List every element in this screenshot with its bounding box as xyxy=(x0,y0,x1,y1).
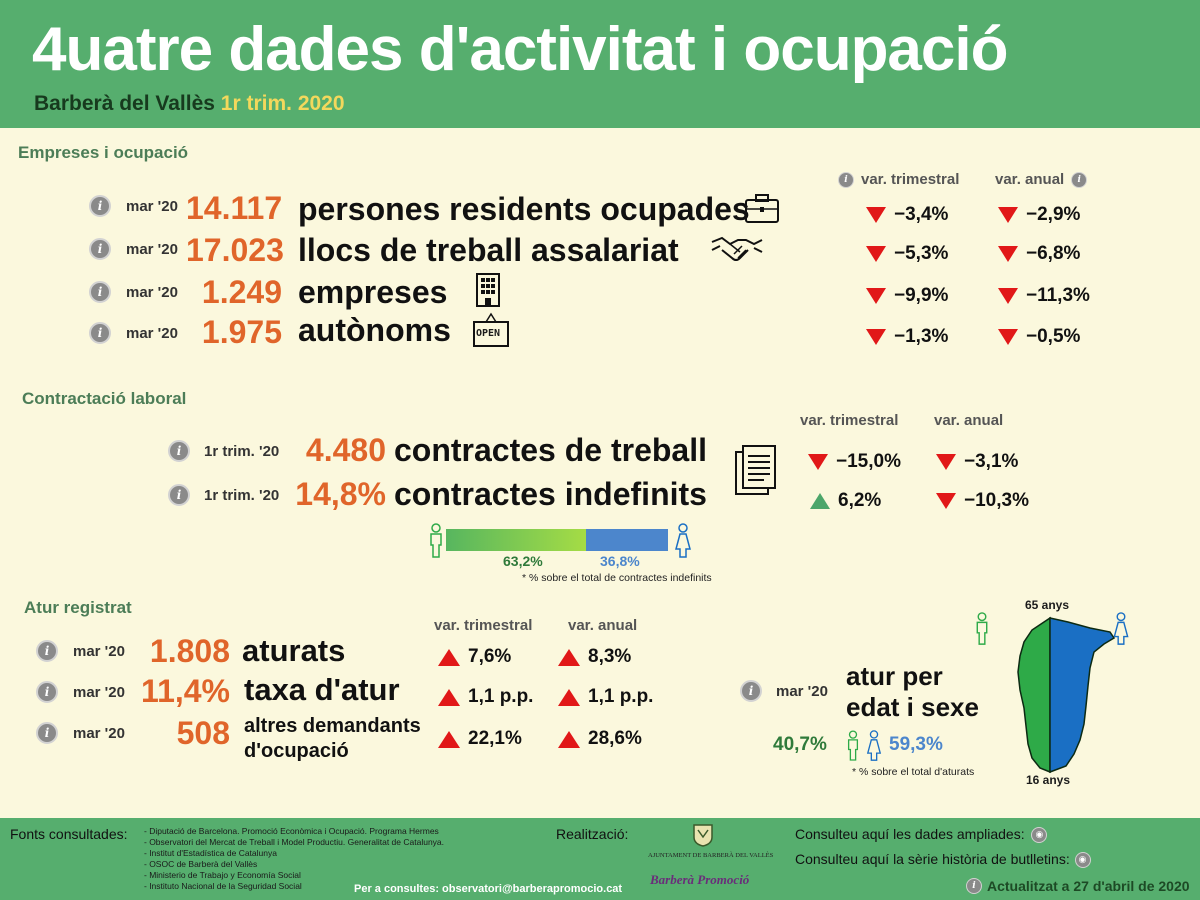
row-date: mar '20 xyxy=(126,241,178,258)
metric-label: contractes indefinits xyxy=(394,476,707,512)
updated-note xyxy=(966,878,1190,894)
var-annual xyxy=(936,490,1029,512)
metric-value: 14.117 xyxy=(186,190,283,226)
info-icon[interactable]: i xyxy=(838,172,854,188)
briefcase-icon xyxy=(744,192,780,229)
extended-data-link[interactable] xyxy=(795,826,1047,843)
male-icon xyxy=(974,612,990,651)
metric-value: 11,4% xyxy=(141,673,230,709)
var-quarterly xyxy=(866,243,948,265)
info-icon[interactable]: i xyxy=(89,322,111,344)
age-sex-pyramid xyxy=(1010,616,1120,781)
pyramid-title-line: edat i sexe xyxy=(846,692,979,722)
up-arrow-icon xyxy=(558,689,580,706)
var-annual-value: 8,3% xyxy=(588,646,632,667)
male-icon xyxy=(428,523,444,564)
source-item: - OSOC de Barberà del Vallès xyxy=(144,859,258,869)
down-arrow-icon xyxy=(936,454,956,470)
sources-label: Fonts consultades: xyxy=(10,826,128,842)
var-annual-value: −11,3% xyxy=(1026,285,1090,306)
row-date: mar '20 xyxy=(73,684,125,701)
down-arrow-icon xyxy=(998,246,1018,262)
info-icon[interactable]: i xyxy=(168,484,190,506)
metric-label: llocs de treball assalariat xyxy=(298,232,679,268)
down-arrow-icon xyxy=(866,329,886,345)
var-annual-value: −0,5% xyxy=(1026,326,1081,347)
var-quarterly-value: −5,3% xyxy=(894,243,949,264)
up-arrow-icon xyxy=(438,731,460,748)
var-annual-value: −2,9% xyxy=(1026,204,1081,225)
source-item: - Instituto Nacional de la Seguridad Social xyxy=(144,881,302,891)
metric-label: contractes de treball xyxy=(394,432,707,468)
var-annual-value: −10,3% xyxy=(964,490,1029,511)
var-annual-value: −3,1% xyxy=(964,451,1019,472)
eye-icon[interactable]: ◉ xyxy=(1031,827,1047,843)
var-quarterly xyxy=(810,490,881,512)
open-sign-text: OPEN xyxy=(476,328,501,339)
metric-value: 17.023 xyxy=(186,232,284,268)
var-annual xyxy=(998,204,1080,226)
contact-email[interactable]: Per a consultes: observatori@barberapromocio.cat xyxy=(354,883,623,895)
metric-label: autònoms xyxy=(298,312,451,348)
metric-value: 1.249 xyxy=(201,274,282,310)
period-label: 1r trim. 2020 xyxy=(220,92,345,115)
metric-label: empreses xyxy=(298,274,448,310)
metric-label-line: d'ocupació xyxy=(244,740,349,762)
column-header-annual xyxy=(995,171,1087,188)
var-annual xyxy=(998,285,1090,307)
up-arrow-icon xyxy=(810,493,830,509)
metric-value: 1.975 xyxy=(201,314,282,350)
column-header-quarterly xyxy=(838,171,959,188)
column-header-quarterly: var. trimestral xyxy=(800,412,899,429)
var-annual xyxy=(998,243,1080,265)
var-quarterly-value: −3,4% xyxy=(894,204,949,225)
down-arrow-icon xyxy=(866,288,886,304)
source-item: - Observatori del Mercat de Treball i Model Productiu. Generalitat de Catalunya. xyxy=(144,837,445,847)
var-annual-value: 28,6% xyxy=(588,728,642,749)
info-icon[interactable]: i xyxy=(1071,172,1087,188)
var-quarterly xyxy=(866,326,948,348)
gender-bar xyxy=(446,529,668,551)
column-header-annual-label: var. anual xyxy=(995,171,1065,188)
female-icon xyxy=(866,730,882,767)
var-annual xyxy=(558,686,653,708)
realitzacio-label: Realització: xyxy=(556,826,629,842)
pyramid-date: mar '20 xyxy=(776,683,828,700)
down-arrow-icon xyxy=(998,288,1018,304)
page-title: 4uatre dades d'activitat i ocupació xyxy=(32,15,1008,84)
pyramid-men-percentage: 40,7% xyxy=(773,734,827,755)
open-sign-icon xyxy=(472,312,510,348)
info-icon[interactable]: i xyxy=(89,238,111,260)
info-icon[interactable]: i xyxy=(168,440,190,462)
row-date: mar '20 xyxy=(126,325,178,342)
column-header-annual: var. anual xyxy=(568,617,638,634)
section-title-empreses: Empreses i ocupació xyxy=(18,143,189,162)
promocio-logo: Barberà Promoció xyxy=(650,872,750,887)
down-arrow-icon xyxy=(936,493,956,509)
source-item: - Diputació de Barcelona. Promoció Econòmica i Ocupació. Programa Hermes xyxy=(144,826,439,836)
pyramid-title-line: atur per xyxy=(846,661,943,691)
pyramid-women-area xyxy=(1050,618,1114,772)
column-header-annual: var. anual xyxy=(934,412,1004,429)
ajuntament-name: AJUNTAMENT DE BARBERÀ DEL VALLÈS xyxy=(648,852,774,859)
row-date: 1r trim. '20 xyxy=(204,487,280,504)
pyramid-bottom-label: 16 anys xyxy=(1026,773,1071,787)
bulletin-history-link[interactable] xyxy=(795,851,1091,868)
female-icon xyxy=(674,523,692,564)
info-icon[interactable]: i xyxy=(740,680,762,702)
metric-value: 1.808 xyxy=(149,633,230,669)
info-icon[interactable]: i xyxy=(36,722,58,744)
gender-bar-note: * % sobre el total de contractes indefinits xyxy=(522,572,712,584)
up-arrow-icon xyxy=(558,649,580,666)
eye-icon[interactable]: ◉ xyxy=(1075,852,1091,868)
page-subtitle xyxy=(34,92,345,116)
pyramid-men-area xyxy=(1018,618,1050,772)
var-annual-value: −6,8% xyxy=(1026,243,1081,264)
var-quarterly xyxy=(866,285,948,307)
var-quarterly xyxy=(438,686,533,708)
down-arrow-icon xyxy=(998,329,1018,345)
info-icon[interactable]: i xyxy=(36,681,58,703)
source-item: - Institut d'Estadística de Catalunya xyxy=(144,848,277,858)
down-arrow-icon xyxy=(866,207,886,223)
pyramid-top-label: 65 anys xyxy=(1025,598,1070,612)
metric-label: aturats xyxy=(242,633,346,668)
bulletin-history-label: Consulteu aquí la sèrie història de butlletins: xyxy=(795,851,1070,867)
info-icon[interactable]: i xyxy=(966,878,982,894)
gender-bar-women xyxy=(586,529,668,551)
down-arrow-icon xyxy=(808,454,828,470)
up-arrow-icon xyxy=(558,731,580,748)
ajuntament-logo-icon xyxy=(692,823,714,852)
male-icon xyxy=(846,730,860,767)
metric-value: 508 xyxy=(176,715,230,751)
up-arrow-icon xyxy=(438,689,460,706)
info-icon[interactable]: i xyxy=(89,195,111,217)
column-header-quarterly-label: var. trimestral xyxy=(861,171,960,188)
metric-value: 14,8% xyxy=(295,476,386,512)
source-item: - Ministerio de Trabajo y Economía Social xyxy=(144,870,301,880)
row-date: mar '20 xyxy=(73,643,125,660)
handshake-icon xyxy=(710,232,764,271)
row-date: mar '20 xyxy=(73,725,125,742)
metric-value: 4.480 xyxy=(305,432,386,468)
var-quarterly-value: 6,2% xyxy=(838,490,882,511)
metric-label-line: altres demandants xyxy=(244,715,421,737)
var-annual xyxy=(558,728,642,750)
up-arrow-icon xyxy=(438,649,460,666)
metric-label: taxa d'atur xyxy=(244,672,400,707)
info-icon[interactable]: i xyxy=(36,640,58,662)
section-title-contractacio: Contractació laboral xyxy=(22,389,187,408)
row-date: 1r trim. '20 xyxy=(204,443,280,460)
pyramid-note: * % sobre el total d'aturats xyxy=(852,766,975,778)
men-percentage: 63,2% xyxy=(503,553,543,569)
updated-date: Actualitzat a 27 d'abril de 2020 xyxy=(987,878,1190,894)
var-annual-value: 1,1 p.p. xyxy=(588,686,654,707)
var-quarterly-value: −1,3% xyxy=(894,326,949,347)
var-quarterly xyxy=(808,451,901,473)
metric-label: persones residents ocupades xyxy=(298,191,750,227)
extended-data-label: Consulteu aquí les dades ampliades: xyxy=(795,826,1025,842)
section-title-atur: Atur registrat xyxy=(24,598,132,617)
pyramid-title xyxy=(846,661,979,723)
town-name: Barberà del Vallès xyxy=(34,92,215,115)
var-quarterly xyxy=(438,728,522,750)
building-icon xyxy=(474,272,502,313)
down-arrow-icon xyxy=(998,207,1018,223)
var-quarterly-value: 22,1% xyxy=(468,728,522,749)
documents-icon xyxy=(734,444,778,501)
var-quarterly xyxy=(438,646,511,668)
row-date: mar '20 xyxy=(126,284,178,301)
women-percentage: 36,8% xyxy=(600,553,640,569)
var-quarterly xyxy=(866,204,948,226)
var-quarterly-value: 1,1 p.p. xyxy=(468,686,534,707)
column-header-quarterly: var. trimestral xyxy=(434,617,533,634)
var-quarterly-value: −9,9% xyxy=(894,285,949,306)
metric-label xyxy=(244,714,421,764)
var-annual xyxy=(558,646,631,668)
var-quarterly-value: −15,0% xyxy=(836,451,901,472)
gender-bar-men xyxy=(446,529,586,551)
var-annual xyxy=(936,451,1018,473)
var-quarterly-value: 7,6% xyxy=(468,646,512,667)
row-date: mar '20 xyxy=(126,198,178,215)
down-arrow-icon xyxy=(866,246,886,262)
pyramid-women-percentage: 59,3% xyxy=(889,734,943,755)
info-icon[interactable]: i xyxy=(89,281,111,303)
var-annual xyxy=(998,326,1080,348)
